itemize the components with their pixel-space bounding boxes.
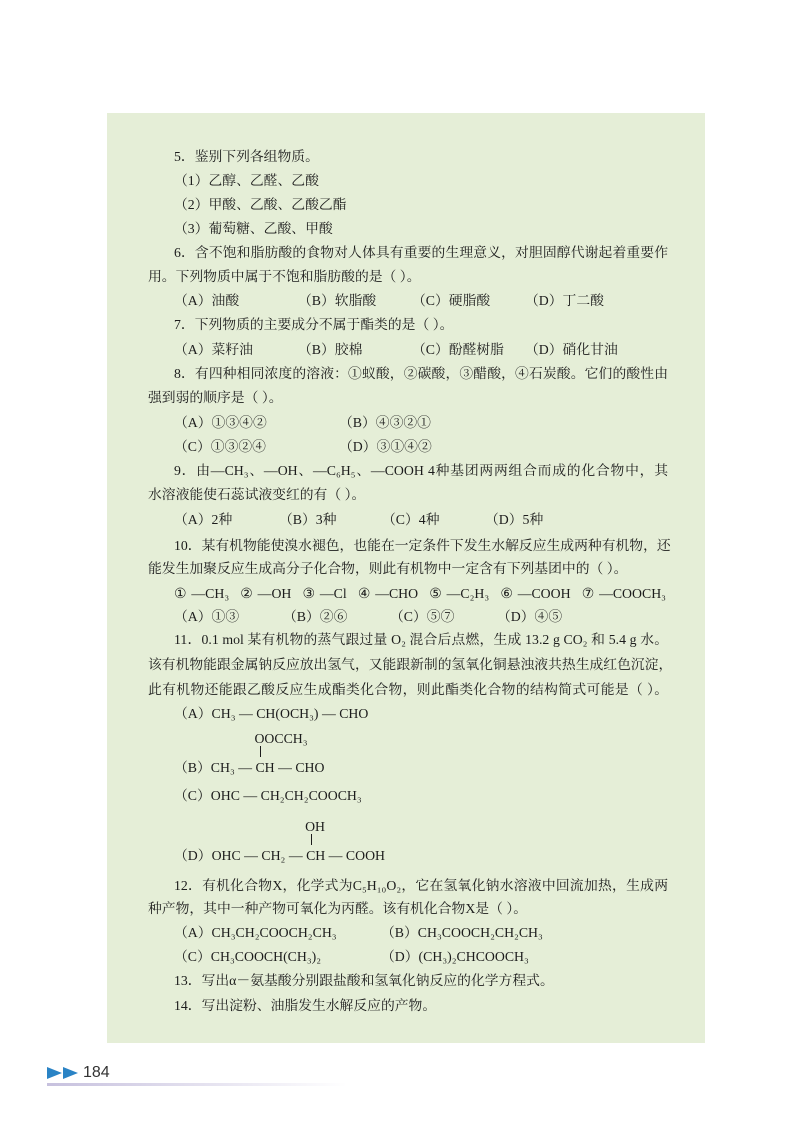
double-arrow-icon xyxy=(47,1067,80,1079)
formula-right-part: — CHO xyxy=(274,760,325,775)
question-7-option-c: （C）酚醛树脂 xyxy=(412,342,504,357)
question-12-stem-line-1: 12．有机化合物X，化学式为C₅H₁₀O₂，它在氢氧化钠水溶液中回流加热，生成两 xyxy=(174,878,668,893)
question-12-option-c: （C）CH₃COOCH(CH₃)₂ xyxy=(174,949,322,964)
question-11-option-a: （A）CH₃ — CH(OCH₃) — CHO xyxy=(174,706,369,721)
question-9-option-d: （D）5种 xyxy=(485,512,544,527)
group-number: ④ xyxy=(357,586,371,601)
vertical-bond xyxy=(260,746,261,757)
branch-carbon xyxy=(254,731,308,778)
group-number: ③ xyxy=(302,586,315,601)
substituent-group: OH xyxy=(305,819,325,834)
formula-left-part: OHC — CH₂ — xyxy=(211,848,307,863)
group-item xyxy=(174,584,229,604)
question-5-item-3: （3）葡萄糖、乙酸、甲酸 xyxy=(174,221,333,236)
question-10-group-list xyxy=(174,584,666,604)
group-item xyxy=(582,584,666,604)
group-number: ② xyxy=(240,586,253,601)
question-11-stem-line-1: 11．0.1 mol 某有机物的蒸气跟过量 O₂ 混合后点燃，生成 13.2 g CO₂ 和 5.4 g 水。 xyxy=(174,632,668,647)
question-6-option-c: （C）硬脂酸 xyxy=(412,293,491,308)
question-11-option-b xyxy=(174,731,325,778)
question-6-stem-line-2: 用。下列物质中属于不饱和脂肪酸的是（ ）。 xyxy=(148,269,421,284)
group-item xyxy=(429,584,489,604)
vertical-bond xyxy=(311,834,312,845)
group-formula: —Cl xyxy=(319,586,347,601)
group-item xyxy=(500,584,570,604)
question-5-item-2: （2）甲酸、乙酸、乙酸乙酯 xyxy=(174,197,347,212)
question-12-option-d: （D）(CH₃)₂CHCOOCH₃ xyxy=(381,949,529,964)
question-11-stem-line-3: 此有机物还能跟乙酸反应生成酯类化合物，则此酯类化合物的结构简式可能是（ ）。 xyxy=(148,682,668,697)
substituent-group: OOCCH₃ xyxy=(254,731,308,746)
question-7-option-d: （D）硝化甘油 xyxy=(525,342,618,357)
group-item xyxy=(302,584,346,604)
arrow-right-icon xyxy=(47,1067,62,1079)
question-8-option-a: （A）①③④② xyxy=(174,415,267,430)
group-number: ⑤ xyxy=(429,586,442,601)
question-10-option-b: （B）②⑥ xyxy=(283,609,348,624)
branch-carbon xyxy=(305,819,326,866)
branch-atom: CH xyxy=(306,848,326,863)
group-formula: —CH₃ xyxy=(191,586,230,601)
question-11-stem-line-2: 该有机物能跟金属钠反应放出氢气，又能跟新制的氢氧化铜悬浊液共热生成红色沉淀， xyxy=(148,657,673,672)
group-number: ⑥ xyxy=(500,586,513,601)
group-item xyxy=(358,584,418,604)
question-6-option-b: （B）软脂酸 xyxy=(298,293,377,308)
arrow-right-icon xyxy=(63,1067,78,1079)
question-10-option-c: （C）⑤⑦ xyxy=(390,609,455,624)
question-9-option-a: （A）2种 xyxy=(174,512,233,527)
group-formula: —OH xyxy=(257,586,292,601)
group-formula: —COOCH₃ xyxy=(599,586,666,601)
option-label: （B） xyxy=(174,760,211,775)
question-10-option-a: （A）①③ xyxy=(174,609,240,624)
page-number: 184 xyxy=(83,1064,110,1081)
question-12-stem-line-2: 种产物，其中一种产物可氧化为丙醛。该有机化合物X是（ ）。 xyxy=(148,901,528,916)
question-7-option-b: （B）胶棉 xyxy=(298,342,363,357)
question-8-stem-line-2: 强到弱的顺序是（ ）。 xyxy=(148,390,283,405)
question-12-option-b: （B）CH₃COOCH₂CH₂CH₃ xyxy=(381,925,543,940)
question-9-option-b: （B）3种 xyxy=(279,512,337,527)
question-11-option-c: （C）OHC — CH₂CH₂COOCH₃ xyxy=(174,788,362,803)
question-7-stem: 7．下列物质的主要成分不属于酯类的是（ ）。 xyxy=(174,317,454,332)
question-11-option-d xyxy=(174,819,386,866)
question-13-stem: 13．写出α－氨基酸分别跟盐酸和氢氧化钠反应的化学方程式。 xyxy=(174,973,554,988)
question-6-stem-line-1: 6．含不饱和脂肪酸的食物对人体具有重要的生理意义，对胆固醇代谢起着重要作 xyxy=(174,245,668,260)
group-formula: —COOH xyxy=(517,586,571,601)
question-9-stem-line-2: 水溶液能使石蕊试液变红的有（ ）。 xyxy=(148,487,366,502)
question-6-option-a: （A）油酸 xyxy=(174,293,240,308)
option-label: （D） xyxy=(174,848,212,863)
question-12-option-a: （A）CH₃CH₂COOCH₂CH₃ xyxy=(174,925,337,940)
footer-rule xyxy=(47,1083,347,1086)
question-8-option-b: （B）④③②① xyxy=(339,415,431,430)
question-14-stem: 14．写出淀粉、油脂发生水解反应的产物。 xyxy=(174,998,437,1013)
question-9-option-c: （C）4种 xyxy=(382,512,440,527)
formula-left-part: CH₃ — xyxy=(210,760,256,775)
group-number: ⑦ xyxy=(581,586,595,601)
question-5-stem: 5．鉴别下列各组物质。 xyxy=(174,149,319,164)
group-formula: —CHO xyxy=(375,586,419,601)
question-7-option-a: （A）菜籽油 xyxy=(174,342,253,357)
question-8-stem-line-1: 8．有四种相同浓度的溶液：①蚁酸，②碳酸，③醋酸，④石炭酸。它们的酸性由 xyxy=(174,366,668,381)
question-10-stem-line-2: 能发生加聚反应生成高分子化合物，则此有机物中一定含有下列基团中的（ ）。 xyxy=(148,561,628,576)
formula-right-part: — COOH xyxy=(325,848,386,863)
group-formula: —C₂H₃ xyxy=(446,586,490,601)
question-5-item-1: （1）乙醇、乙醛、乙酸 xyxy=(174,173,319,188)
group-number: ① xyxy=(174,586,187,601)
question-10-option-d: （D）④⑤ xyxy=(497,609,563,624)
question-6-option-d: （D）丁二酸 xyxy=(525,293,604,308)
question-8-option-c: （C）①③②④ xyxy=(174,439,266,454)
question-9-stem-line-1: 9．由—CH₃、—OH、—C₆H₅、—COOH 4种基团两两组合而成的化合物中，其 xyxy=(174,463,668,478)
question-8-option-d: （D）③①④② xyxy=(339,439,432,454)
group-item xyxy=(240,584,291,604)
branch-atom: CH xyxy=(255,760,275,775)
question-10-stem-line-1: 10．某有机物能使溴水褪色，也能在一定条件下发生水解反应生成两种有机物，还 xyxy=(174,538,671,553)
